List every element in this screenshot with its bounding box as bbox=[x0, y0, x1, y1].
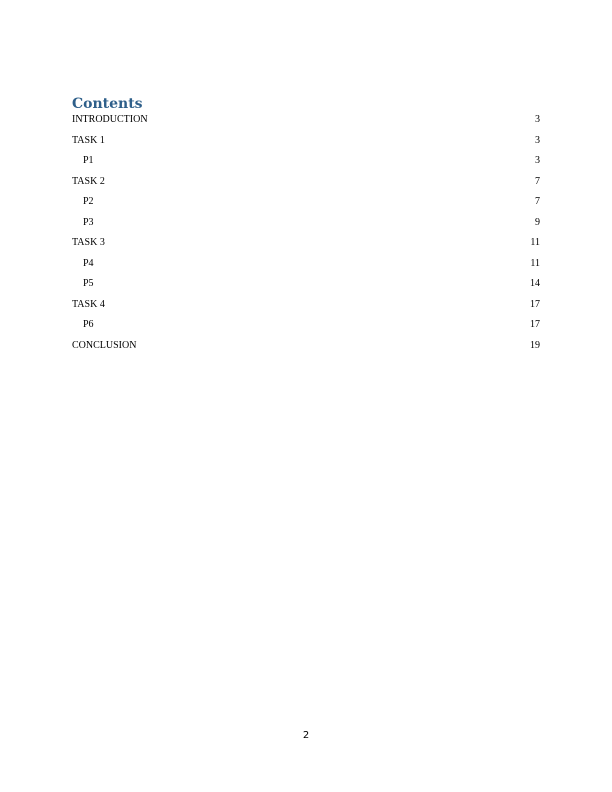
toc-entry-title: P5 bbox=[83, 278, 94, 289]
toc-entry-title: TASK 4 bbox=[72, 298, 105, 310]
toc-entry-conclusion[interactable] bbox=[72, 339, 540, 360]
toc-entry-title: INTRODUCTION bbox=[72, 114, 148, 125]
toc-entry-page: 17 bbox=[530, 319, 540, 330]
toc-entry-p6[interactable] bbox=[72, 318, 540, 339]
page-number: 2 bbox=[302, 730, 310, 741]
toc-entry-title: CONCLUSION bbox=[72, 339, 137, 351]
toc-entry-task-1[interactable] bbox=[72, 134, 540, 155]
toc-entry-task-3[interactable] bbox=[72, 236, 540, 257]
toc-entry-page: 17 bbox=[530, 298, 540, 310]
toc-entry-p2[interactable] bbox=[72, 195, 540, 216]
toc-entry-page: 3 bbox=[535, 134, 540, 146]
toc-entry-task-2[interactable] bbox=[72, 175, 540, 196]
toc-entry-page: 14 bbox=[530, 278, 540, 289]
toc-heading: Contents bbox=[72, 96, 143, 112]
toc-entry-p3[interactable] bbox=[72, 216, 540, 237]
toc-entry-title: P2 bbox=[83, 196, 94, 207]
toc-entry-p4[interactable] bbox=[72, 257, 540, 278]
toc-entry-introduction[interactable] bbox=[72, 113, 540, 134]
toc-entry-page: 7 bbox=[535, 196, 540, 207]
toc-entry-title: P1 bbox=[83, 155, 94, 166]
toc-entry-p5[interactable] bbox=[72, 277, 540, 298]
toc-entry-title: TASK 3 bbox=[72, 237, 105, 248]
toc-entry-task-4[interactable] bbox=[72, 298, 540, 319]
toc-entry-p1[interactable] bbox=[72, 154, 540, 175]
toc-entry-title: TASK 1 bbox=[72, 134, 105, 146]
toc-entry-title: P4 bbox=[83, 257, 94, 269]
toc-entry-page: 7 bbox=[535, 175, 540, 187]
table-of-contents bbox=[72, 113, 540, 359]
toc-entry-title: TASK 2 bbox=[72, 175, 105, 187]
toc-entry-page: 19 bbox=[530, 339, 540, 351]
toc-entry-title: P3 bbox=[83, 216, 94, 228]
toc-entry-page: 9 bbox=[535, 216, 540, 228]
toc-entry-title: P6 bbox=[83, 319, 94, 330]
toc-entry-page: 3 bbox=[535, 155, 540, 166]
toc-entry-page: 11 bbox=[530, 257, 540, 269]
toc-entry-page: 11 bbox=[530, 237, 540, 248]
toc-entry-page: 3 bbox=[535, 114, 540, 125]
